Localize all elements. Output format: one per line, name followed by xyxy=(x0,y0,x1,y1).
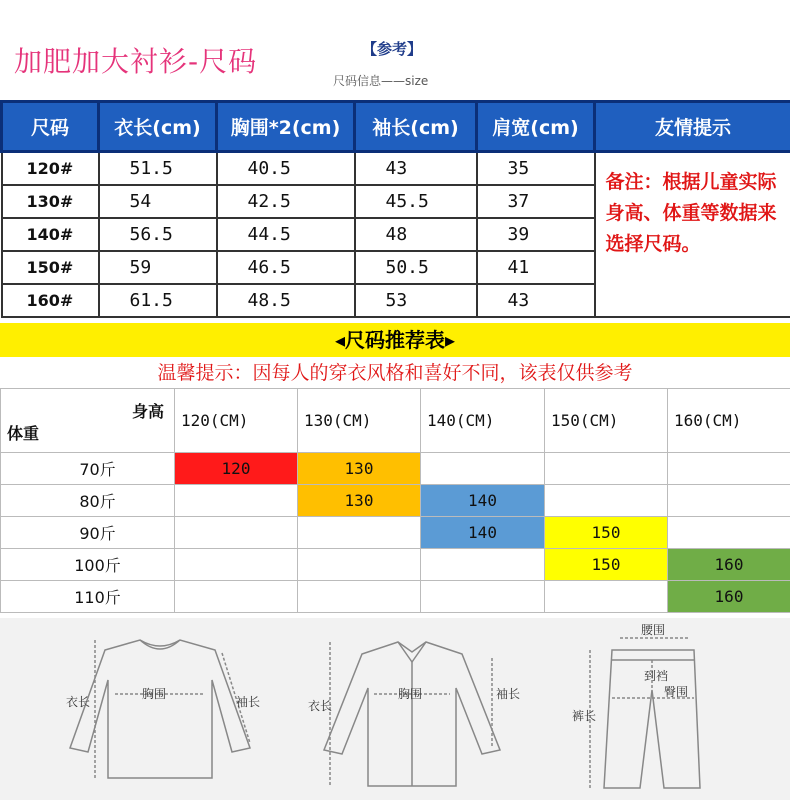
recommend-cell xyxy=(421,453,545,485)
table-row xyxy=(1,581,790,613)
recommend-cell xyxy=(298,549,421,581)
recommend-cell: 120 xyxy=(175,453,298,485)
height-header: 130(CM) xyxy=(298,389,421,453)
col-header-chest: 胸围*2(cm) xyxy=(217,102,355,152)
shirt-chest-label: 胸围 xyxy=(398,686,422,701)
recommend-cell xyxy=(175,485,298,517)
size-code: 150# xyxy=(2,251,99,284)
recommend-cell: 150 xyxy=(545,549,668,581)
tshirt-diagram xyxy=(70,640,250,778)
tshirt-sleeve-label: 袖长 xyxy=(236,694,260,709)
shoulder-value: 35 xyxy=(477,152,595,185)
col-header-size: 尺码 xyxy=(2,102,99,152)
recommend-cell xyxy=(421,581,545,613)
col-header-shoulder: 肩宽(cm) xyxy=(477,102,595,152)
warm-tip: 温馨提示：因每人的穿衣风格和喜好不同，该表仅供参考 xyxy=(0,357,790,389)
weight-axis-label: 体重 xyxy=(7,421,39,444)
size-table-header xyxy=(2,102,790,152)
shoulder-value: 37 xyxy=(477,185,595,218)
sleeve-value: 53 xyxy=(355,284,477,317)
sleeve-value: 43 xyxy=(355,152,477,185)
recommend-cell: 130 xyxy=(298,453,421,485)
pants-hip-label: 臀围 xyxy=(664,685,688,699)
size-note: 备注：根据儿童实际身高、体重等数据来选择尺码。 xyxy=(595,152,790,317)
page-title: 加肥加大衬衫-尺码 xyxy=(14,40,257,80)
chest-value: 40.5 xyxy=(217,152,355,185)
recommend-cell xyxy=(668,453,790,485)
size-code: 160# xyxy=(2,284,99,317)
height-header: 150(CM) xyxy=(545,389,668,453)
size-table xyxy=(0,100,790,318)
recommend-header-row xyxy=(1,389,790,453)
table-row xyxy=(1,453,790,485)
corner-cell xyxy=(1,389,175,453)
recommend-cell xyxy=(545,581,668,613)
sleeve-value: 48 xyxy=(355,218,477,251)
size-code: 120# xyxy=(2,152,99,185)
length-value: 54 xyxy=(99,185,217,218)
length-value: 51.5 xyxy=(99,152,217,185)
shoulder-value: 43 xyxy=(477,284,595,317)
shirt-length-label: 衣长 xyxy=(308,699,332,713)
table-row xyxy=(1,517,790,549)
weight-label: 100斤 xyxy=(1,549,175,581)
recommend-cell xyxy=(421,549,545,581)
recommend-cell: 160 xyxy=(668,581,790,613)
pants-rise-label: 到裆 xyxy=(644,668,668,683)
length-value: 59 xyxy=(99,251,217,284)
chest-value: 48.5 xyxy=(217,284,355,317)
recommend-cell xyxy=(298,581,421,613)
height-header: 140(CM) xyxy=(421,389,545,453)
recommend-cell: 140 xyxy=(421,485,545,517)
recommend-cell xyxy=(668,517,790,549)
shoulder-value: 41 xyxy=(477,251,595,284)
recommend-cell xyxy=(175,549,298,581)
recommend-cell: 130 xyxy=(298,485,421,517)
sleeve-value: 45.5 xyxy=(355,185,477,218)
chest-value: 44.5 xyxy=(217,218,355,251)
pants-diagram xyxy=(590,638,700,788)
size-code: 130# xyxy=(2,185,99,218)
recommend-banner: ◂尺码推荐表▸ xyxy=(0,323,790,357)
table-row xyxy=(1,549,790,581)
diagram-svg xyxy=(0,618,790,800)
height-header: 160(CM) xyxy=(668,389,790,453)
weight-label: 90斤 xyxy=(1,517,175,549)
weight-label: 80斤 xyxy=(1,485,175,517)
length-value: 56.5 xyxy=(99,218,217,251)
shirt-diagram xyxy=(324,642,500,786)
pants-length-label: 裤长 xyxy=(572,709,596,723)
recommend-cell: 150 xyxy=(545,517,668,549)
recommend-cell xyxy=(545,453,668,485)
height-header: 120(CM) xyxy=(175,389,298,453)
shoulder-value: 39 xyxy=(477,218,595,251)
recommend-cell xyxy=(545,485,668,517)
table-row xyxy=(2,152,790,185)
sleeve-value: 50.5 xyxy=(355,251,477,284)
chest-value: 46.5 xyxy=(217,251,355,284)
col-header-tip: 友情提示 xyxy=(595,102,790,152)
shirt-sleeve-label: 袖长 xyxy=(496,686,520,701)
chest-value: 42.5 xyxy=(217,185,355,218)
weight-label: 110斤 xyxy=(1,581,175,613)
reference-subtitle: 尺码信息——size xyxy=(333,72,428,89)
tshirt-length-label: 衣长 xyxy=(66,695,90,709)
recommend-cell xyxy=(668,485,790,517)
recommend-table xyxy=(0,388,790,613)
table-row xyxy=(1,485,790,517)
measurement-diagrams xyxy=(0,618,790,800)
pants-waist-label: 腰围 xyxy=(641,623,665,637)
recommend-cell xyxy=(175,581,298,613)
tshirt-chest-label: 胸围 xyxy=(142,686,166,701)
height-axis-label: 身高 xyxy=(132,399,164,422)
recommend-cell: 140 xyxy=(421,517,545,549)
weight-label: 70斤 xyxy=(1,453,175,485)
recommend-cell: 160 xyxy=(668,549,790,581)
recommend-cell xyxy=(298,517,421,549)
recommend-cell xyxy=(175,517,298,549)
col-header-sleeve: 袖长(cm) xyxy=(355,102,477,152)
size-code: 140# xyxy=(2,218,99,251)
reference-label: 【参考】 xyxy=(362,38,422,59)
length-value: 61.5 xyxy=(99,284,217,317)
col-header-length: 衣长(cm) xyxy=(99,102,217,152)
